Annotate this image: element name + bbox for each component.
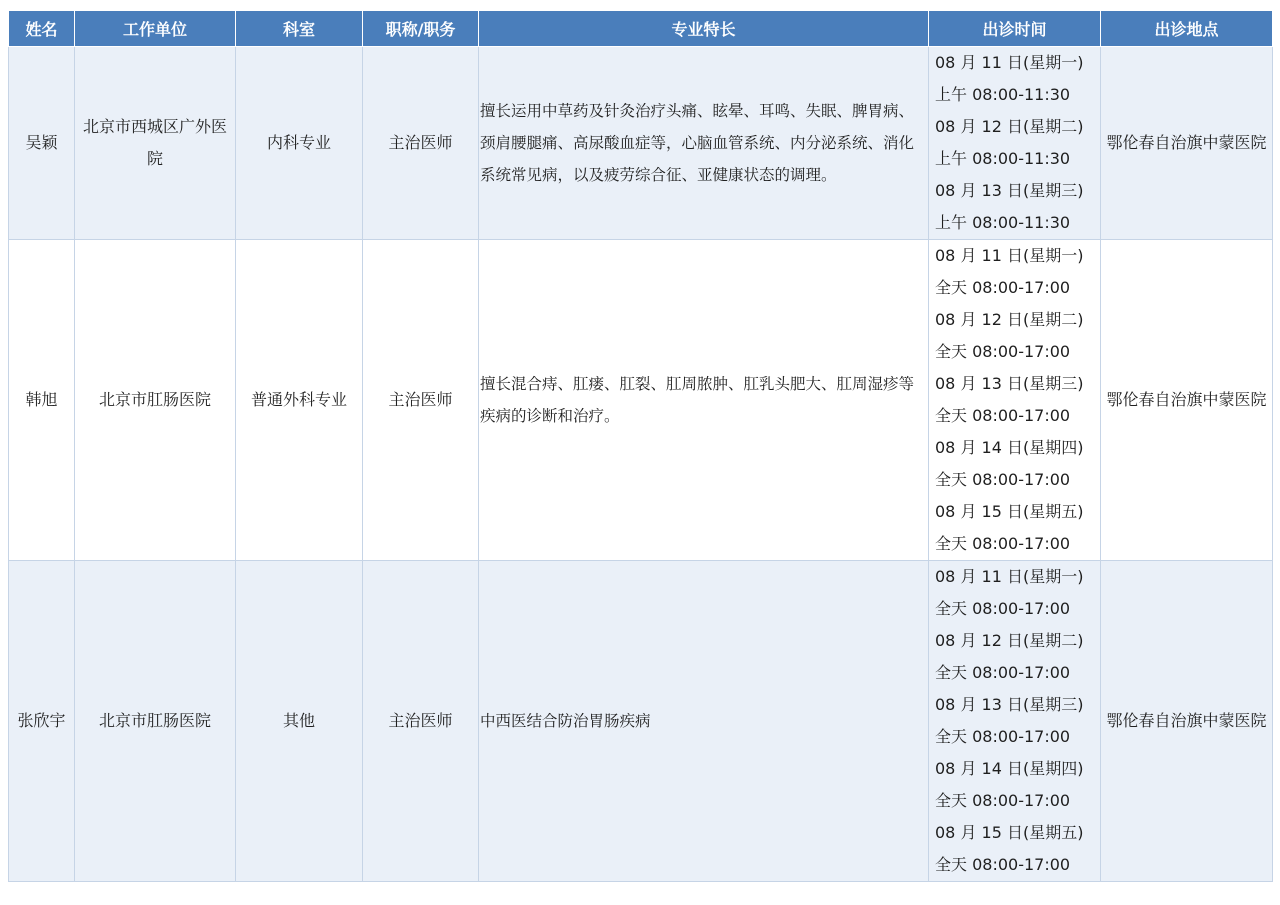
- specialty-cell: 中西医结合防治胃肠疾病: [479, 561, 929, 882]
- schedule-line: 全天 08:00-17:00: [935, 791, 1071, 810]
- doctor-name: 张欣宇: [9, 561, 75, 882]
- header-location: 出诊地点: [1101, 11, 1273, 47]
- schedule-cell: [929, 240, 1101, 561]
- schedule-line: 08 月 15 日(星期五): [935, 823, 1084, 842]
- schedule-line: 全天 08:00-17:00: [935, 534, 1071, 553]
- table-row: [9, 561, 1273, 882]
- table-header-row: [9, 11, 1273, 47]
- schedule-line: 08 月 13 日(星期三): [935, 181, 1084, 200]
- workplace-cell: 北京市西城区广外医院: [75, 47, 236, 240]
- department-cell: 普通外科专业: [236, 240, 363, 561]
- department-cell: 内科专业: [236, 47, 363, 240]
- schedule-line: 全天 08:00-17:00: [935, 470, 1071, 489]
- specialty-cell: 擅长混合痔、肛瘘、肛裂、肛周脓肿、肛乳头肥大、肛周湿疹等疾病的诊断和治疗。: [479, 240, 929, 561]
- job-title-cell: 主治医师: [363, 47, 479, 240]
- header-name: 姓名: [9, 11, 75, 47]
- schedule-line: 08 月 13 日(星期三): [935, 695, 1084, 714]
- schedule-line: 上午 08:00-11:30: [935, 149, 1071, 168]
- schedule-line: 全天 08:00-17:00: [935, 406, 1071, 425]
- schedule-line: 08 月 12 日(星期二): [935, 117, 1084, 136]
- schedule-line: 全天 08:00-17:00: [935, 599, 1071, 618]
- job-title-cell: 主治医师: [363, 240, 479, 561]
- schedule-line: 上午 08:00-11:30: [935, 85, 1071, 104]
- header-schedule: 出诊时间: [929, 11, 1101, 47]
- schedule-line: 全天 08:00-17:00: [935, 663, 1071, 682]
- specialty-cell: 擅长运用中草药及针灸治疗头痛、眩晕、耳鸣、失眠、脾胃病、颈肩腰腿痛、高尿酸血症等，心脑血管系统、内分泌系统、消化系统常见病，以及疲劳综合征、亚健康状态的调理。: [479, 47, 929, 240]
- doctor-name: 吴颖: [9, 47, 75, 240]
- schedule-line: 08 月 14 日(星期四): [935, 759, 1084, 778]
- workplace-cell: 北京市肛肠医院: [75, 240, 236, 561]
- schedule-line: 08 月 13 日(星期三): [935, 374, 1084, 393]
- table-row: [9, 47, 1273, 240]
- schedule-line: 08 月 14 日(星期四): [935, 438, 1084, 457]
- schedule-line: 全天 08:00-17:00: [935, 278, 1071, 297]
- doctor-name: 韩旭: [9, 240, 75, 561]
- location-cell: 鄂伦春自治旗中蒙医院: [1101, 47, 1273, 240]
- table-row: [9, 240, 1273, 561]
- header-specialty: 专业特长: [479, 11, 929, 47]
- table-body: [9, 47, 1273, 882]
- location-cell: 鄂伦春自治旗中蒙医院: [1101, 561, 1273, 882]
- schedule-line: 08 月 12 日(星期二): [935, 631, 1084, 650]
- job-title-cell: 主治医师: [363, 561, 479, 882]
- schedule-line: 08 月 11 日(星期一): [935, 246, 1084, 265]
- header-title: 职称/职务: [363, 11, 479, 47]
- schedule-cell: [929, 47, 1101, 240]
- header-workplace: 工作单位: [75, 11, 236, 47]
- schedule-line: 08 月 11 日(星期一): [935, 53, 1084, 72]
- location-cell: 鄂伦春自治旗中蒙医院: [1101, 240, 1273, 561]
- schedule-line: 上午 08:00-11:30: [935, 213, 1071, 232]
- schedule-line: 全天 08:00-17:00: [935, 855, 1071, 874]
- schedule-line: 全天 08:00-17:00: [935, 727, 1071, 746]
- header-department: 科室: [236, 11, 363, 47]
- department-cell: 其他: [236, 561, 363, 882]
- workplace-cell: 北京市肛肠医院: [75, 561, 236, 882]
- schedule-cell: [929, 561, 1101, 882]
- schedule-line: 08 月 15 日(星期五): [935, 502, 1084, 521]
- schedule-line: 08 月 12 日(星期二): [935, 310, 1084, 329]
- schedule-line: 全天 08:00-17:00: [935, 342, 1071, 361]
- doctor-schedule-table: [8, 10, 1273, 882]
- schedule-line: 08 月 11 日(星期一): [935, 567, 1084, 586]
